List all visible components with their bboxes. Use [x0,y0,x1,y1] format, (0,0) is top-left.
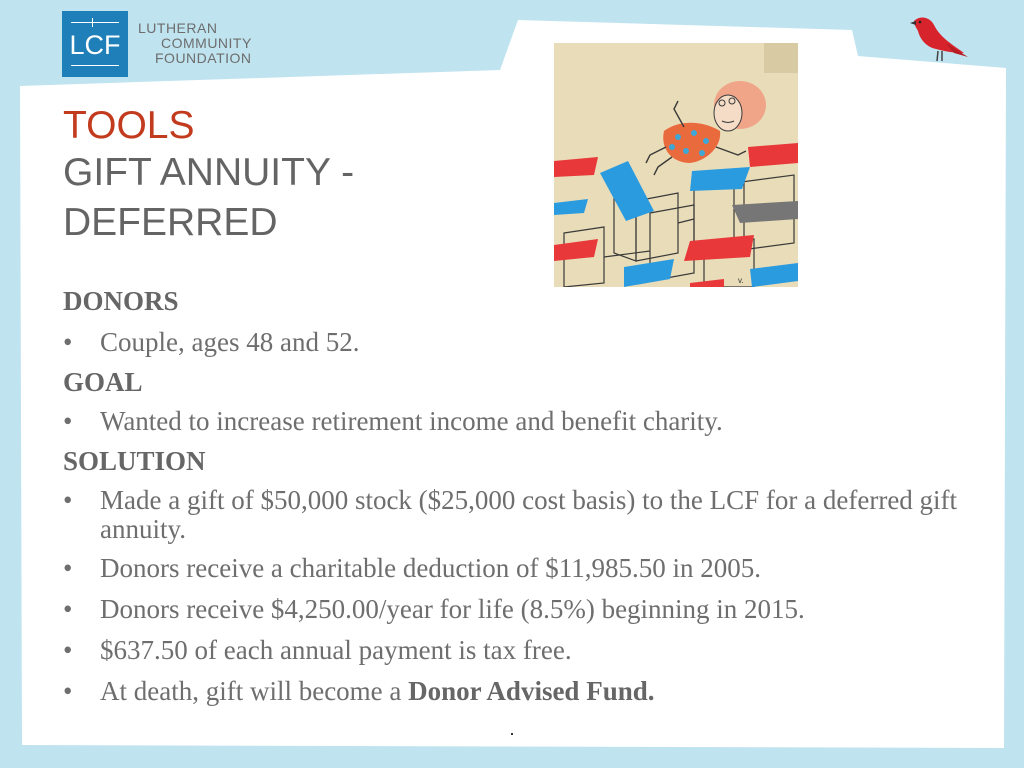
logo-line-2: COMMUNITY [161,35,252,51]
bullet-text: Couple, ages 48 and 52. [100,327,360,357]
solution-bullet-4 [63,636,973,665]
bullet-text: Wanted to increase retirement income and benefit charity. [100,406,723,436]
bullet-icon: • [63,553,73,583]
logo-line-3: FOUNDATION [155,50,252,66]
bullet-text: At death, gift will become a [100,676,409,706]
title-line-2: GIFT ANNUITY - [63,151,355,194]
bullet-icon: • [63,594,73,624]
logo-wordmark [138,21,252,66]
logo-letters: LCF [69,29,121,60]
goal-bullet [63,407,973,436]
solution-bullet-1 [63,486,973,544]
falling-person-illustration [554,43,798,287]
donors-bullet [63,328,973,357]
goal-heading: GOAL [63,367,143,397]
slide-marker-dot [511,733,513,735]
bullet-icon: • [63,327,73,357]
lcf-logo-icon [62,11,128,77]
bullet-icon: • [63,485,73,515]
title-line-3: DEFERRED [63,201,278,244]
title-line-1: TOOLS [63,104,195,147]
bullet-icon: • [63,676,73,706]
bullet-icon: • [63,406,73,436]
logo-line-1: LUTHERAN [138,20,218,36]
svg-text:v.: v. [738,276,744,285]
donor-advised-fund-text: Donor Advised Fund. [408,676,655,706]
bullet-text: Donors receive $4,250.00/year for life (8.5%) beginning in 2015. [100,594,805,624]
lcf-logo[interactable] [62,11,252,77]
donors-heading: DONORS [63,286,179,316]
bullet-text: Donors receive a charitable deduction of $11,985.50 in 2005. [100,553,762,583]
solution-bullet-3 [63,595,973,624]
solution-bullet-2 [63,554,973,583]
bullet-text: Made a gift of $50,000 stock ($25,000 cost basis) to the LCF for a deferred gift annuity. [100,485,958,544]
bullet-text: $637.50 of each annual payment is tax free. [100,635,572,665]
solution-heading: SOLUTION [63,446,206,476]
bullet-icon: • [63,635,73,665]
red-bird-icon [906,13,970,65]
slide-body [63,285,973,706]
slide-title [63,104,354,248]
solution-bullet-5 [63,677,973,706]
